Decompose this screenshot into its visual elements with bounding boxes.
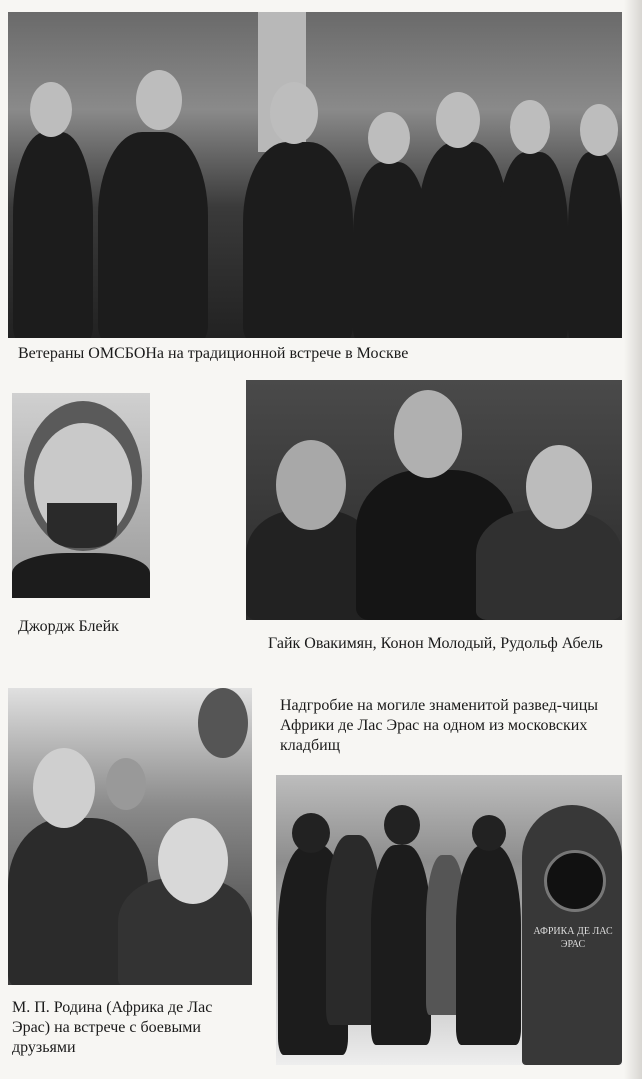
photo-george-blake [12, 393, 150, 598]
caption-trio: Гайк Овакимян, Конон Молодый, Рудольф Абель [268, 635, 603, 652]
caption-blake: Джордж Блейк [18, 618, 119, 635]
page-edge-shadow [624, 0, 642, 1079]
photo-ovakimyan-molody-abel [246, 380, 622, 620]
photo-rodina [8, 688, 252, 985]
photo-veterans [8, 12, 622, 338]
photo-gravestone [276, 775, 622, 1065]
caption-rodina: М. П. Родина (Африка де Лас Эрас) на встрече с боевыми друзьями [12, 999, 213, 1056]
caption-headstone: Надгробие на могиле знаменитой развед-чицы Африки де Лас Эрас на одном из московских кладбищ [280, 697, 599, 754]
gravestone-inscription: АФРИКА ДЕ ЛАС ЭРАС [533, 926, 613, 950]
caption-veterans: Ветераны ОМСБОНа на традиционной встрече в Москве [18, 345, 409, 362]
